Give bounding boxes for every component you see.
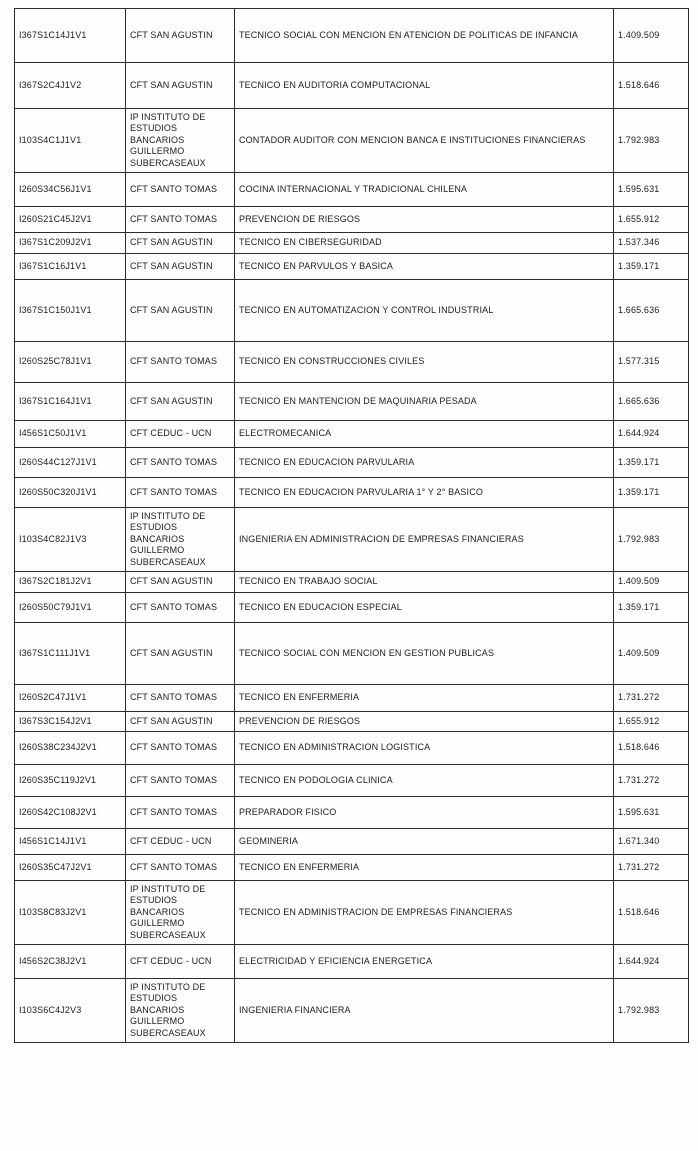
program-cell: TECNICO EN CONSTRUCCIONES CIVILES — [235, 342, 614, 383]
institution-cell: CFT CEDUC - UCN — [126, 421, 235, 448]
program-cell: TECNICO SOCIAL CON MENCION EN GESTION PUBLICAS — [235, 623, 614, 685]
code-cell: I260S42C108J2V1 — [15, 797, 126, 829]
code-cell: I103S4C1J1V1 — [15, 109, 126, 173]
program-cell: PREPARADOR FISICO — [235, 797, 614, 829]
program-cell: TECNICO EN PARVULOS Y BASICA — [235, 254, 614, 280]
value-cell: 1.655.912 — [614, 712, 689, 732]
code-cell: I367S1C150J1V1 — [15, 280, 126, 342]
code-cell: I103S4C82J1V3 — [15, 508, 126, 572]
institution-cell: CFT SAN AGUSTIN — [126, 233, 235, 254]
institution-cell: CFT SANTO TOMAS — [126, 732, 235, 765]
table-row — [15, 765, 689, 797]
program-cell: TECNICO SOCIAL CON MENCION EN ATENCION DE POLITICAS DE INFANCIA — [235, 9, 614, 63]
institution-cell: CFT SAN AGUSTIN — [126, 254, 235, 280]
table-row — [15, 829, 689, 855]
code-cell: I456S2C38J2V1 — [15, 945, 126, 979]
value-cell: 1.792.983 — [614, 109, 689, 173]
program-cell: COCINA INTERNACIONAL Y TRADICIONAL CHILENA — [235, 173, 614, 207]
value-cell: 1.537.346 — [614, 233, 689, 254]
table-row — [15, 945, 689, 979]
institution-cell: CFT SANTO TOMAS — [126, 448, 235, 478]
institution-cell: CFT SANTO TOMAS — [126, 342, 235, 383]
code-cell: I103S6C4J2V3 — [15, 979, 126, 1043]
code-cell: I260S35C47J2V1 — [15, 855, 126, 881]
code-cell: I367S1C209J2V1 — [15, 233, 126, 254]
table-row — [15, 342, 689, 383]
table-row — [15, 593, 689, 623]
value-cell: 1.731.272 — [614, 685, 689, 712]
code-cell: I260S50C320J1V1 — [15, 478, 126, 508]
value-cell: 1.671.340 — [614, 829, 689, 855]
institution-cell: CFT SAN AGUSTIN — [126, 712, 235, 732]
program-cell: ELECTRICIDAD Y EFICIENCIA ENERGETICA — [235, 945, 614, 979]
table-row — [15, 233, 689, 254]
institution-cell: CFT SANTO TOMAS — [126, 797, 235, 829]
code-cell: I367S2C4J1V2 — [15, 63, 126, 109]
table-row — [15, 685, 689, 712]
code-cell: I103S8C83J2V1 — [15, 881, 126, 945]
value-cell: 1.359.171 — [614, 478, 689, 508]
table-row — [15, 254, 689, 280]
value-cell: 1.665.636 — [614, 280, 689, 342]
table-row — [15, 448, 689, 478]
program-cell: TECNICO EN EDUCACION PARVULARIA 1° Y 2° BASICO — [235, 478, 614, 508]
institution-cell: IP INSTITUTO DE ESTUDIOS BANCARIOS GUILLERMO SUBERCASEAUX — [126, 881, 235, 945]
institution-cell: CFT CEDUC - UCN — [126, 945, 235, 979]
institution-cell: CFT CEDUC - UCN — [126, 829, 235, 855]
institution-cell: IP INSTITUTO DE ESTUDIOS BANCARIOS GUILLERMO SUBERCASEAUX — [126, 979, 235, 1043]
program-cell: TECNICO EN AUDITORIA COMPUTACIONAL — [235, 63, 614, 109]
table-row — [15, 797, 689, 829]
program-cell: TECNICO EN PODOLOGIA CLINICA — [235, 765, 614, 797]
program-cell: TECNICO EN MANTENCION DE MAQUINARIA PESADA — [235, 383, 614, 421]
value-cell: 1.644.924 — [614, 945, 689, 979]
institution-cell: CFT SANTO TOMAS — [126, 207, 235, 233]
table-row — [15, 383, 689, 421]
program-cell: TECNICO EN ADMINISTRACION DE EMPRESAS FINANCIERAS — [235, 881, 614, 945]
table-row — [15, 63, 689, 109]
program-cell: TECNICO EN ENFERMERIA — [235, 855, 614, 881]
table-row — [15, 9, 689, 63]
table-row — [15, 421, 689, 448]
value-cell: 1.792.983 — [614, 979, 689, 1043]
institution-cell: CFT SANTO TOMAS — [126, 765, 235, 797]
institution-cell: CFT SANTO TOMAS — [126, 478, 235, 508]
program-cell: TECNICO EN AUTOMATIZACION Y CONTROL INDUSTRIAL — [235, 280, 614, 342]
value-cell: 1.518.646 — [614, 881, 689, 945]
value-cell: 1.655.912 — [614, 207, 689, 233]
table-row — [15, 109, 689, 173]
institution-cell: CFT SAN AGUSTIN — [126, 572, 235, 593]
value-cell: 1.731.272 — [614, 855, 689, 881]
program-cell: TECNICO EN ADMINISTRACION LOGISTICA — [235, 732, 614, 765]
code-cell: I260S50C79J1V1 — [15, 593, 126, 623]
code-cell: I260S35C119J2V1 — [15, 765, 126, 797]
table-row — [15, 207, 689, 233]
institution-cell: CFT SAN AGUSTIN — [126, 383, 235, 421]
institution-cell: CFT SAN AGUSTIN — [126, 280, 235, 342]
value-cell: 1.665.636 — [614, 383, 689, 421]
code-cell: I260S44C127J1V1 — [15, 448, 126, 478]
table-row — [15, 623, 689, 685]
program-cell: TECNICO EN CIBERSEGURIDAD — [235, 233, 614, 254]
table-row — [15, 712, 689, 732]
value-cell: 1.595.631 — [614, 173, 689, 207]
code-cell: I456S1C14J1V1 — [15, 829, 126, 855]
table-row — [15, 979, 689, 1043]
institution-cell: CFT SANTO TOMAS — [126, 855, 235, 881]
value-cell: 1.518.646 — [614, 63, 689, 109]
code-cell: I260S2C47J1V1 — [15, 685, 126, 712]
program-cell: TECNICO EN EDUCACION PARVULARIA — [235, 448, 614, 478]
institution-cell: IP INSTITUTO DE ESTUDIOS BANCARIOS GUILLERMO SUBERCASEAUX — [126, 109, 235, 173]
value-cell: 1.644.924 — [614, 421, 689, 448]
tuition-table-body — [15, 9, 689, 1043]
value-cell: 1.409.509 — [614, 9, 689, 63]
table-row — [15, 732, 689, 765]
value-cell: 1.792.983 — [614, 508, 689, 572]
program-cell: GEOMINERIA — [235, 829, 614, 855]
program-cell: ELECTROMECANICA — [235, 421, 614, 448]
code-cell: I367S1C164J1V1 — [15, 383, 126, 421]
value-cell: 1.359.171 — [614, 254, 689, 280]
table-row — [15, 881, 689, 945]
value-cell: 1.731.272 — [614, 765, 689, 797]
code-cell: I367S1C111J1V1 — [15, 623, 126, 685]
code-cell: I260S21C45J2V1 — [15, 207, 126, 233]
value-cell: 1.359.171 — [614, 448, 689, 478]
code-cell: I260S34C56J1V1 — [15, 173, 126, 207]
institution-cell: CFT SAN AGUSTIN — [126, 63, 235, 109]
code-cell: I367S3C154J2V1 — [15, 712, 126, 732]
value-cell: 1.595.631 — [614, 797, 689, 829]
value-cell: 1.518.646 — [614, 732, 689, 765]
program-cell: TECNICO EN TRABAJO SOCIAL — [235, 572, 614, 593]
program-cell: PREVENCION DE RIESGOS — [235, 207, 614, 233]
table-row — [15, 508, 689, 572]
program-cell: PREVENCION DE RIESGOS — [235, 712, 614, 732]
program-cell: TECNICO EN EDUCACION ESPECIAL — [235, 593, 614, 623]
program-cell: INGENIERIA FINANCIERA — [235, 979, 614, 1043]
code-cell: I367S1C16J1V1 — [15, 254, 126, 280]
institution-cell: CFT SAN AGUSTIN — [126, 9, 235, 63]
code-cell: I260S38C234J2V1 — [15, 732, 126, 765]
program-cell: CONTADOR AUDITOR CON MENCION BANCA E INSTITUCIONES FINANCIERAS — [235, 109, 614, 173]
institution-cell: IP INSTITUTO DE ESTUDIOS BANCARIOS GUILLERMO SUBERCASEAUX — [126, 508, 235, 572]
code-cell: I367S2C181J2V1 — [15, 572, 126, 593]
program-cell: TECNICO EN ENFERMERIA — [235, 685, 614, 712]
institution-cell: CFT SANTO TOMAS — [126, 593, 235, 623]
value-cell: 1.409.509 — [614, 572, 689, 593]
value-cell: 1.577.315 — [614, 342, 689, 383]
code-cell: I367S1C14J1V1 — [15, 9, 126, 63]
table-row — [15, 572, 689, 593]
table-row — [15, 173, 689, 207]
value-cell: 1.359.171 — [614, 593, 689, 623]
table-row — [15, 280, 689, 342]
institution-cell: CFT SANTO TOMAS — [126, 173, 235, 207]
program-cell: INGENIERIA EN ADMINISTRACION DE EMPRESAS FINANCIERAS — [235, 508, 614, 572]
code-cell: I260S25C78J1V1 — [15, 342, 126, 383]
table-row — [15, 855, 689, 881]
code-cell: I456S1C50J1V1 — [15, 421, 126, 448]
value-cell: 1.409.509 — [614, 623, 689, 685]
institution-cell: CFT SANTO TOMAS — [126, 685, 235, 712]
table-row — [15, 478, 689, 508]
institution-cell: CFT SAN AGUSTIN — [126, 623, 235, 685]
tuition-table — [14, 8, 689, 1043]
